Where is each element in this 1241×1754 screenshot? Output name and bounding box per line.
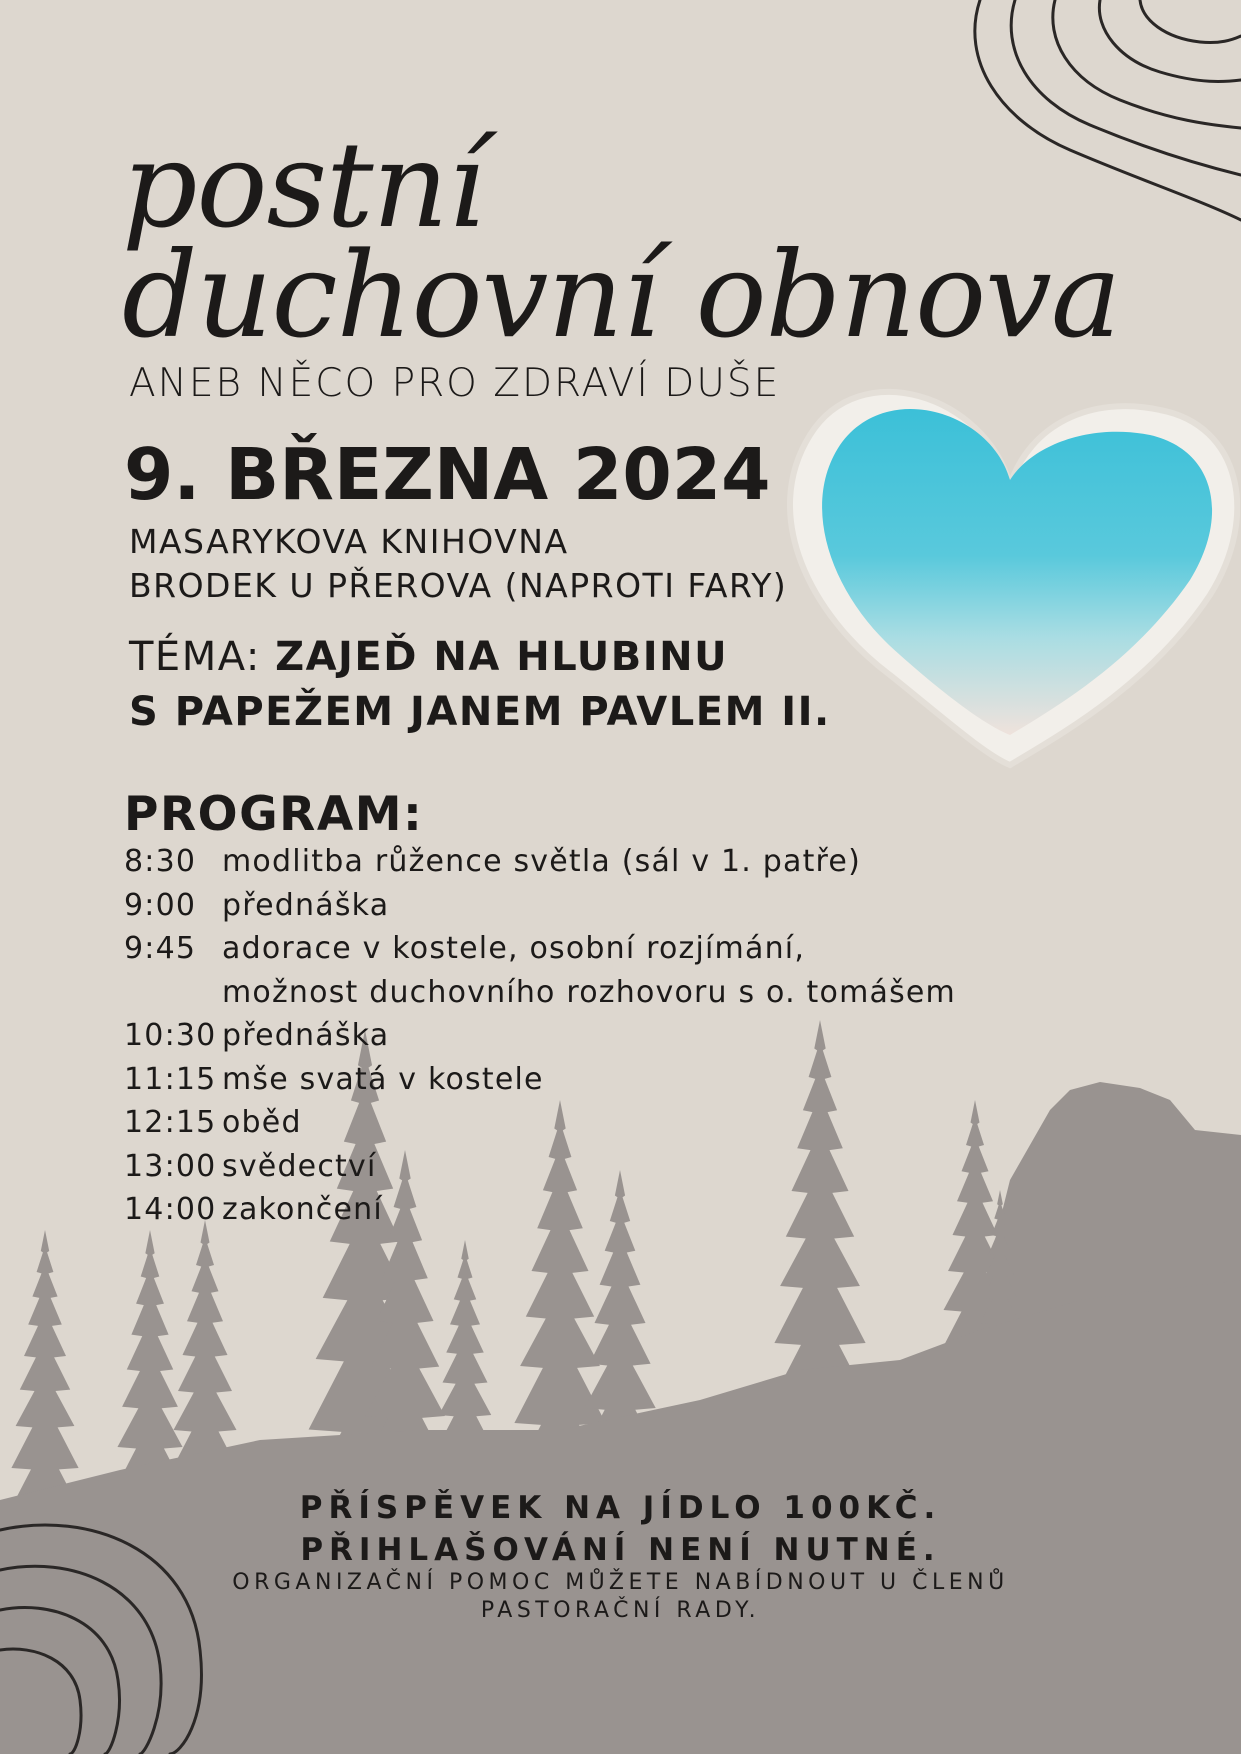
footer-registration-note: PŘIHLAŠOVÁNÍ NENÍ NUTNÉ.: [300, 1532, 941, 1568]
schedule-row: [124, 971, 1024, 1015]
schedule-row: [124, 1145, 1024, 1189]
schedule-time: 11:15: [124, 1061, 217, 1097]
schedule-row: [124, 884, 1024, 928]
program-schedule: [124, 840, 1024, 1232]
theme-title: ZAJEĎ NA HLUBINU: [275, 634, 729, 680]
venue-location: BRODEK U PŘEROVA (NAPROTI FARY): [129, 566, 788, 605]
schedule-time: 9:00: [124, 887, 197, 923]
footer-help-note-continued: PASTORAČNÍ RADY.: [480, 1598, 761, 1623]
theme-line-2: S PAPEŽEM JANEM PAVLEM II.: [129, 689, 831, 735]
event-date: 9. BŘEZNA 2024: [124, 433, 771, 516]
schedule-event: přednáška: [222, 887, 390, 923]
schedule-time: 8:30: [124, 844, 197, 879]
theme-line-1: [129, 634, 728, 680]
schedule-event: svědectví: [222, 1148, 377, 1184]
heart-image: [760, 345, 1240, 825]
schedule-row: [124, 840, 1024, 884]
schedule-row: [124, 1014, 1024, 1058]
schedule-row: [124, 1188, 1024, 1232]
schedule-event: oběd: [222, 1105, 302, 1140]
schedule-event: přednáška: [222, 1018, 390, 1053]
footer-meal-contribution: PŘÍSPĚVEK NA JÍDLO 100KČ.: [299, 1490, 942, 1526]
schedule-event: možnost duchovního rozhovoru s o. tomášem: [222, 974, 956, 1010]
venue-name: MASARYKOVA KNIHOVNA: [129, 522, 569, 561]
schedule-event: mše svatá v kostele: [222, 1061, 544, 1097]
subtitle: ANEB NĚCO PRO ZDRAVÍ DUŠE: [129, 361, 781, 406]
theme-label: TÉMA:: [129, 634, 261, 680]
schedule-time: 9:45: [124, 931, 197, 966]
schedule-event: adorace v kostele, osobní rozjímání,: [222, 931, 806, 966]
schedule-row: [124, 927, 1024, 971]
schedule-time: [124, 971, 222, 1015]
schedule-time: 12:15: [124, 1105, 217, 1140]
title-line-2: duchovní obnova: [122, 226, 1121, 364]
schedule-time: 13:00: [124, 1148, 217, 1184]
topographic-lines-top-right: [960, 0, 1241, 240]
schedule-row: [124, 1101, 1024, 1145]
schedule-event: zakončení: [222, 1192, 383, 1227]
schedule-event: modlitba růžence světla (sál v 1. patře): [222, 844, 861, 879]
program-heading: PROGRAM:: [124, 787, 424, 842]
schedule-time: 10:30: [124, 1018, 217, 1053]
schedule-time: 14:00: [124, 1192, 217, 1227]
title-line-1: postní: [122, 116, 485, 254]
schedule-row: [124, 1058, 1024, 1102]
footer-help-note: ORGANIZAČNÍ POMOC MŮŽETE NABÍDNOUT U ČLENŮ: [232, 1570, 1009, 1595]
